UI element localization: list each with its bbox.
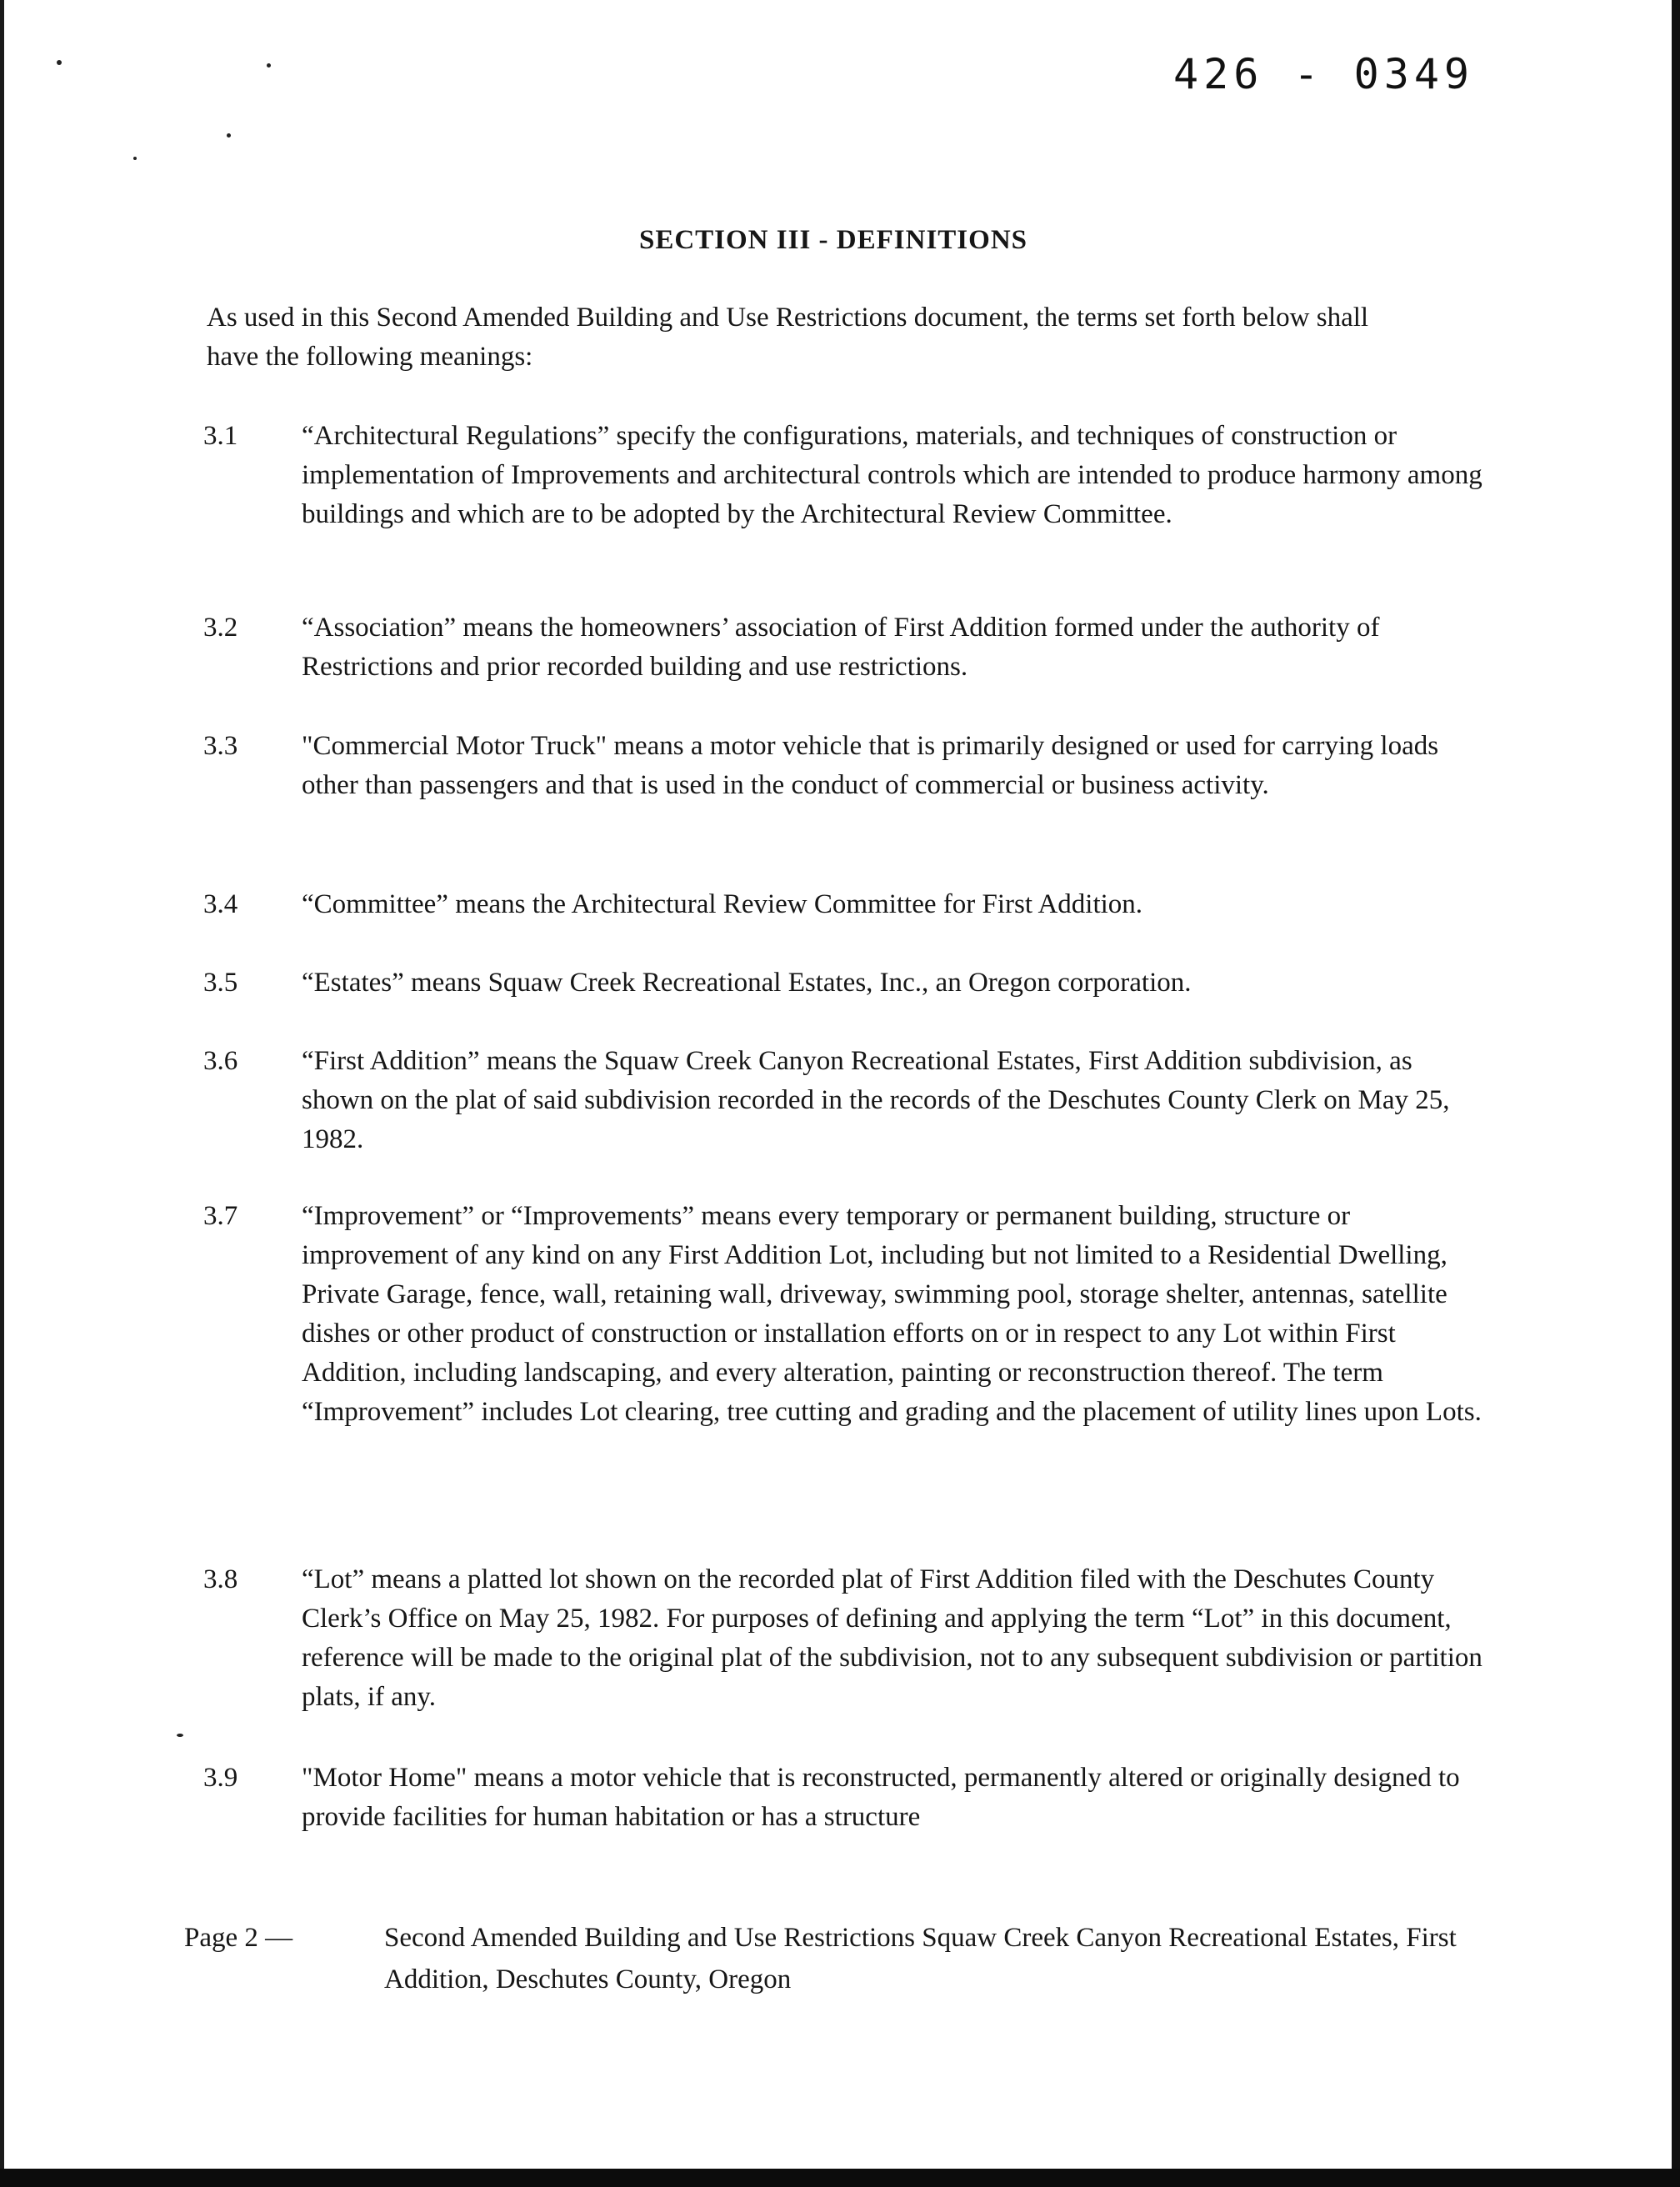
document-stamp-number: 426 - 0349 [1173, 50, 1475, 98]
definition-text: "Commercial Motor Truck" means a motor vehicle that is primarily designed or used for carrying loads other than passengers and that is used in the conduct of commercial or business activity. [302, 731, 1439, 800]
definition-number: 3.8 [203, 1564, 238, 1594]
scan-edge-right [1672, 0, 1680, 2187]
definition-text: “Lot” means a platted lot shown on the recorded plat of First Addition filed with the Deschutes County Clerk’s Office on May 25, 1982. For purposes of defining and applying the term “Lot” in this document, reference will be made to the original plat of the subdivision, not to any subsequent subdivision or partition plats, if any. [302, 1564, 1482, 1712]
definition-number: 3.9 [203, 1763, 238, 1793]
definition-number: 3.7 [203, 1201, 238, 1231]
definition-number: 3.3 [203, 731, 238, 761]
definition-text: “Improvement” or “Improvements” means every temporary or permanent building, structure or improvement of any kind on any First Addition Lot, including but not limited to a Residential Dwelling, Private Garage, fence, wall, retaining wall, driveway, swimming pool, storage shelter, antennas, satellite dishes or other product of construction or installation efforts on or in respect to any Lot within First Addition, including landscaping, and every alteration, painting or reconstruction thereof. The term “Improvement” includes Lot clearing, tree cutting and grading and the placement of utility lines upon Lots. [302, 1201, 1482, 1427]
scan-edge-left [0, 0, 4, 2187]
page-number-label: Page 2 — [184, 1923, 293, 1953]
scan-speck [227, 133, 231, 138]
definition-text: “Association” means the homeowners’ association of First Addition formed under the authority of Restrictions and prior recorded building and use restrictions. [302, 613, 1380, 682]
scan-speck [133, 157, 137, 160]
definition-number: 3.4 [203, 889, 238, 919]
scan-edge-bottom [0, 2169, 1680, 2187]
scan-speck [57, 60, 62, 65]
definition-text: "Motor Home" means a motor vehicle that is reconstructed, permanently altered or originally designed to provide facilities for human habitation or has a structure [302, 1763, 1460, 1832]
definition-text: “Committee” means the Architectural Review Committee for First Addition. [302, 889, 1143, 919]
definition-text: “Estates” means Squaw Creek Recreational Estates, Inc., an Oregon corporation. [302, 968, 1192, 998]
scan-speck [267, 63, 271, 68]
footer-document-title: Second Amended Building and Use Restrictions Squaw Creek Canyon Recreational Estates, First Addition, Deschutes County, Oregon [384, 1923, 1457, 1994]
intro-paragraph: As used in this Second Amended Building and Use Restrictions document, the terms set forth below shall have the following meanings: [207, 303, 1369, 372]
definition-number: 3.6 [203, 1046, 238, 1076]
definition-text: “Architectural Regulations” specify the configurations, materials, and techniques of construction or implementation of Improvements and architectural controls which are intended to produce harmony among buildings and which are to be adopted by the Architectural Review Committee. [302, 421, 1482, 529]
definition-number: 3.2 [203, 613, 238, 643]
section-title: SECTION III - DEFINITIONS [638, 225, 1028, 255]
definition-text: “First Addition” means the Squaw Creek Canyon Recreational Estates, First Addition subdivision, as shown on the plat of said subdivision recorded in the records of the Deschutes County Clerk on May 25, 1982. [302, 1046, 1450, 1154]
definition-number: 3.5 [203, 968, 238, 998]
definition-number: 3.1 [203, 421, 238, 451]
scan-speck [177, 1734, 183, 1737]
